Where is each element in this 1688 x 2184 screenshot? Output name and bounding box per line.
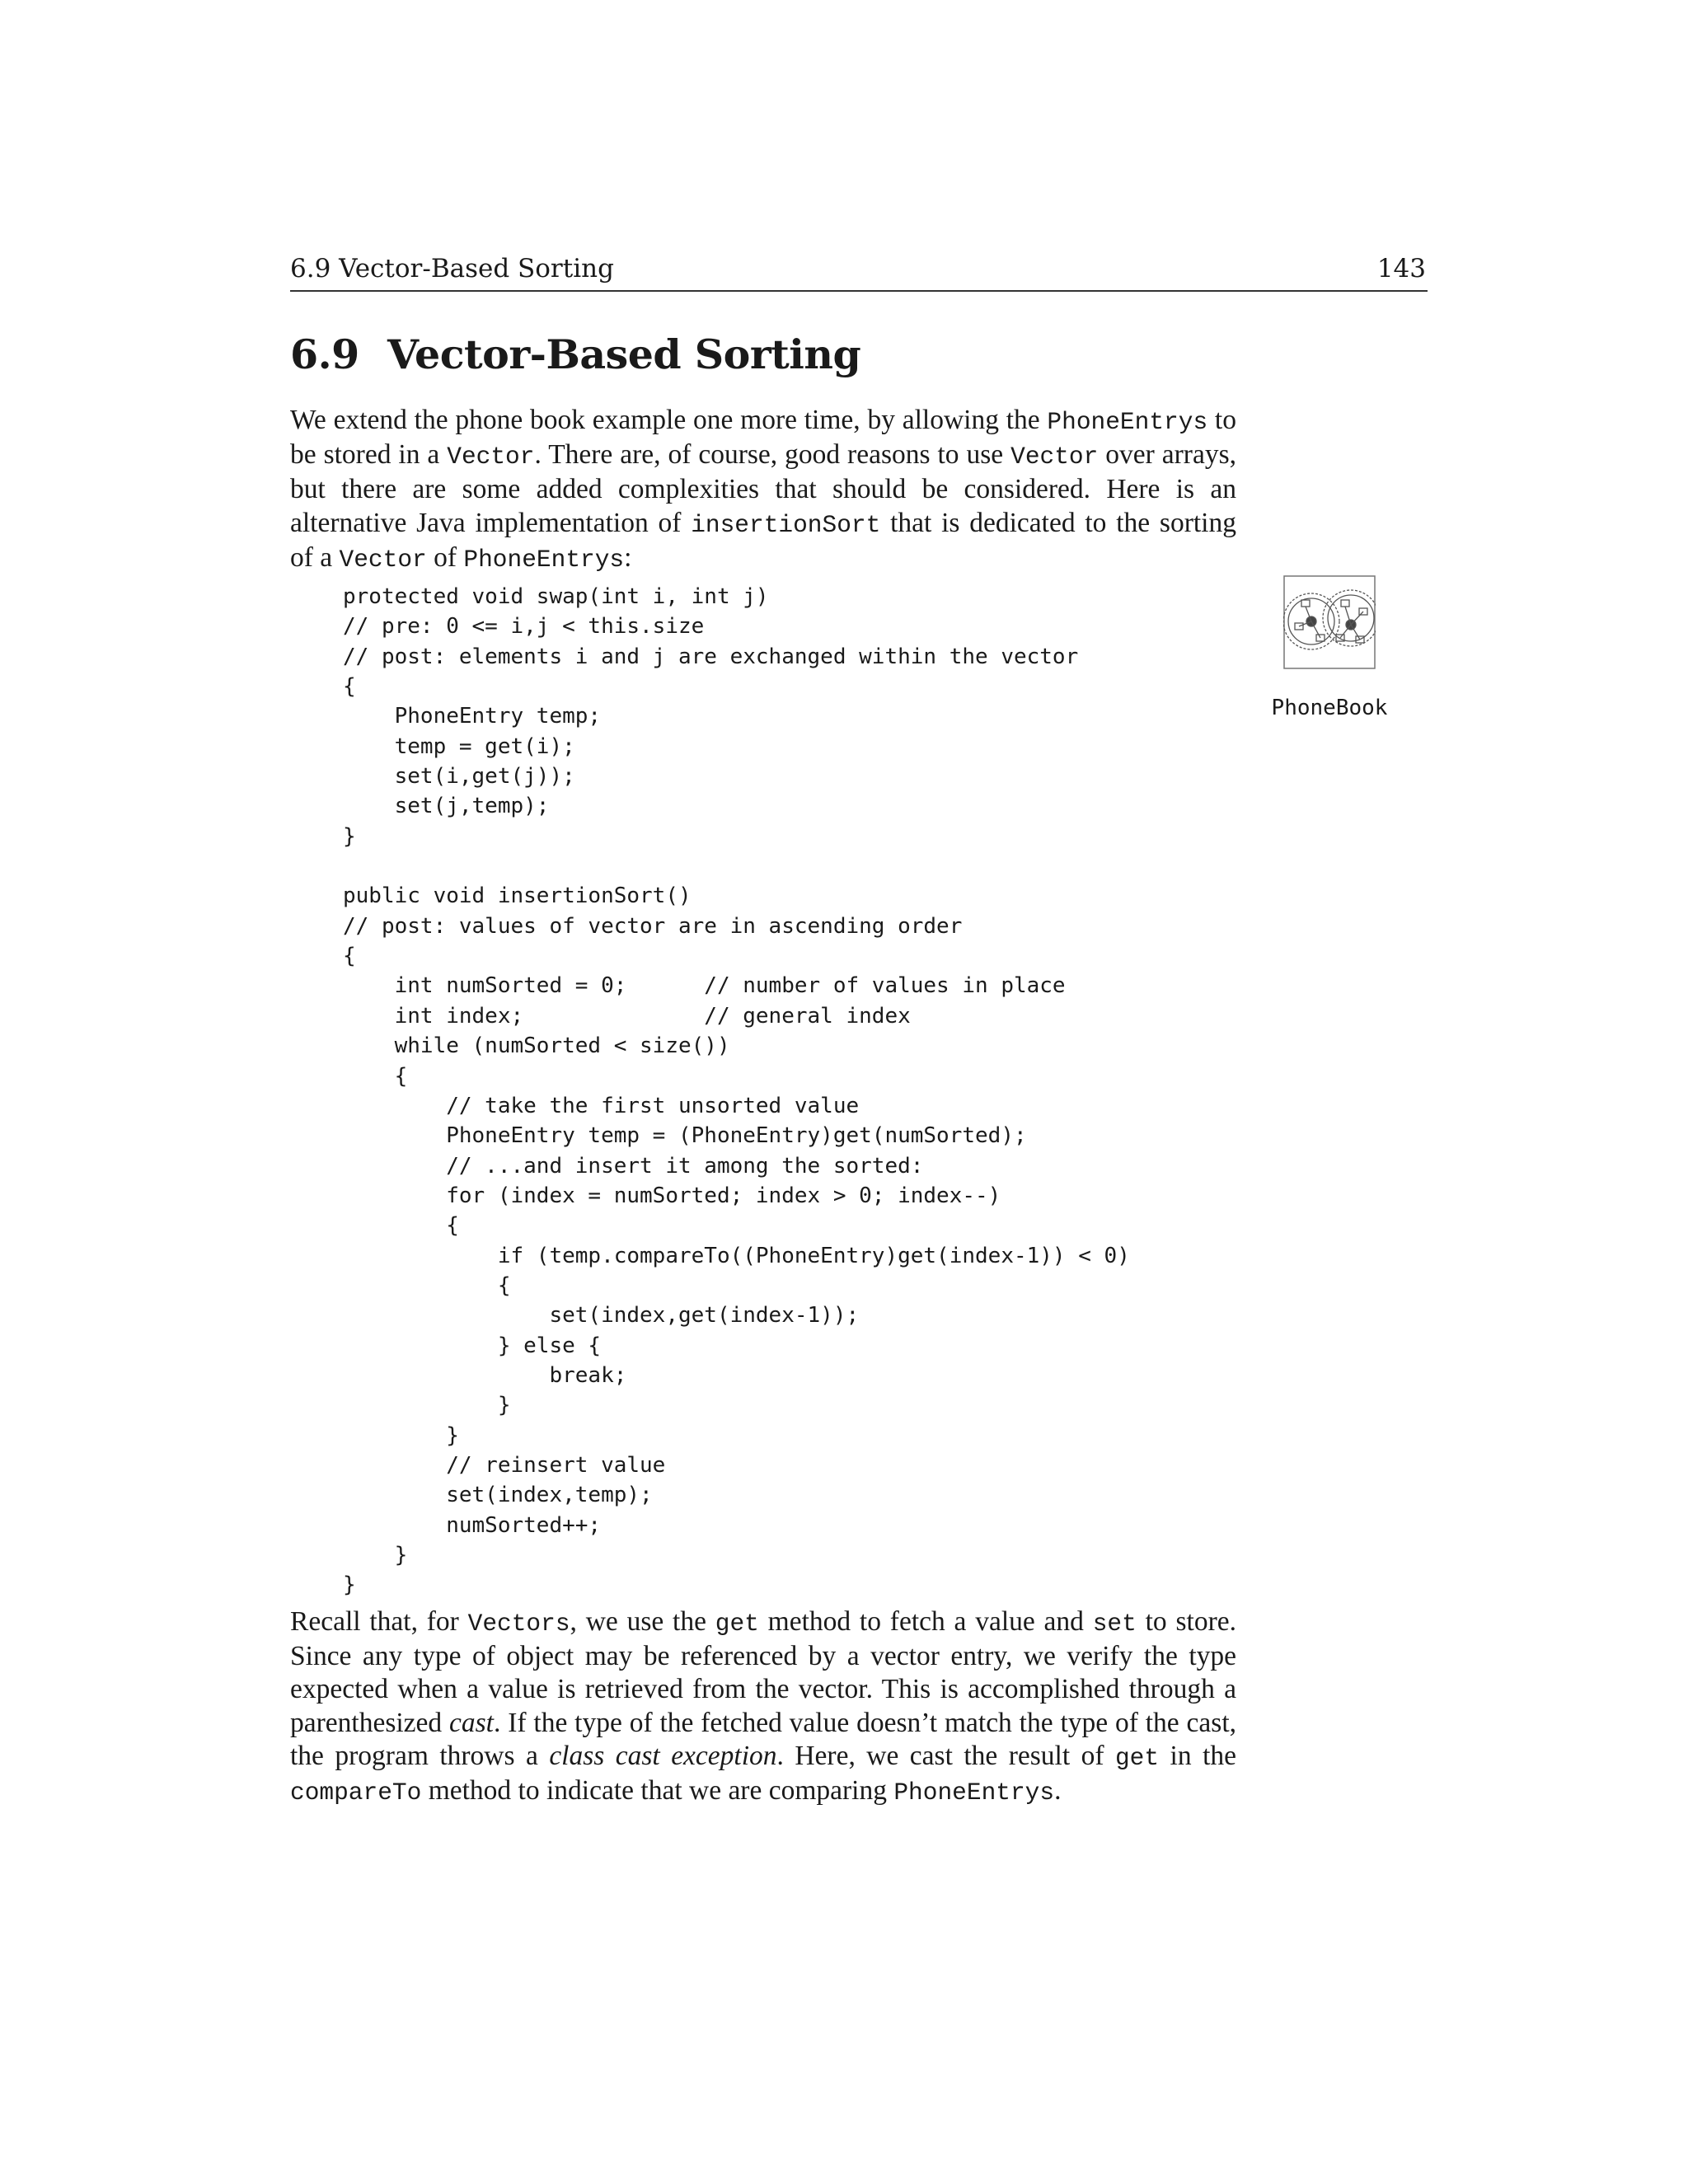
- gears-icon: [1283, 575, 1376, 669]
- emphasis: class cast exception: [549, 1740, 777, 1771]
- recall-paragraph: [290, 1605, 1236, 1809]
- inline-code: set: [1092, 1610, 1137, 1638]
- text-run: :: [624, 541, 632, 573]
- text-run: We extend the phone book example one more time, by allowing the: [290, 405, 1048, 435]
- inline-code: get: [715, 1610, 759, 1638]
- text-run: to store. Since any type of object may be referenced by a vector entry, we verify the type expected when a value is retrieved from the vector. This is accomplished through a parenthesized: [290, 1606, 1236, 1738]
- inline-code: Vectors: [467, 1610, 570, 1638]
- text-run: method to fetch a value and: [758, 1606, 1093, 1637]
- text-run: method to indicate that we are comparing: [421, 1775, 894, 1807]
- inline-code: Vector: [447, 443, 535, 471]
- page-number: 143: [1376, 254, 1426, 284]
- inline-code: PhoneEntrys: [1047, 408, 1208, 436]
- inline-code: compareTo: [290, 1779, 422, 1807]
- inline-code: PhoneEntrys: [893, 1779, 1055, 1807]
- text-run: Recall that, for: [290, 1606, 468, 1637]
- text-run: , we use the: [570, 1606, 715, 1637]
- section-title: Vector-Based Sorting: [387, 330, 861, 378]
- inline-code: insertionSort: [691, 510, 881, 539]
- text-run: over arrays, but there are some added complexities that should be considered. Here is an alternative Java implementation of: [290, 439, 1236, 538]
- running-title: 6.9 Vector-Based Sorting: [290, 254, 614, 284]
- text-run: . There are, of course, good reasons to use: [534, 439, 1011, 471]
- inline-code: get: [1114, 1743, 1160, 1772]
- inline-code: Vector: [339, 545, 427, 574]
- running-header: [290, 252, 1428, 292]
- text-run: of: [426, 541, 464, 573]
- text-run: .: [1054, 1775, 1062, 1807]
- emphasis: cast: [449, 1707, 494, 1738]
- text-run: . Here, we cast the result of: [776, 1740, 1115, 1771]
- intro-paragraph: [290, 404, 1236, 576]
- text-run: . If the type of the fetched value doesn’t match the type of the cast, the program throws a: [290, 1707, 1236, 1771]
- section-heading: [290, 328, 860, 381]
- inline-code: PhoneEntrys: [463, 545, 625, 574]
- text-run: that is dedicated to the sorting of a: [290, 507, 1236, 573]
- section-number: 6.9: [290, 330, 359, 378]
- code-listing: protected void swap(int i, int j) // pre: 0 <= i,j < this.size // post: elements i and j are exchanged within the vector { PhoneEntry temp; temp = get(i); set(i,get(j)); set(j,temp); } public void insertionSort() // post: values of vector are in ascending order { int numSorted = 0; // number of values in place int index; // general index while (numSorted < size()) { // take the first unsorted value PhoneEntry temp = (PhoneEntry)get(numSorted); // ...and insert it among the sorted: for (index = numSorted; index > 0; index--) { if (temp.compareTo((PhoneEntry)get(index-1)) < 0) { set(index,get(index-1)); } else { break; } } // reinsert value set(index,temp); numSorted++; } }: [343, 584, 1130, 1598]
- inline-code: Vector: [1010, 443, 1099, 471]
- text-run: in the: [1159, 1740, 1236, 1771]
- margin-caption: PhoneBook: [1271, 696, 1388, 720]
- text-run: to be stored in a: [290, 405, 1236, 471]
